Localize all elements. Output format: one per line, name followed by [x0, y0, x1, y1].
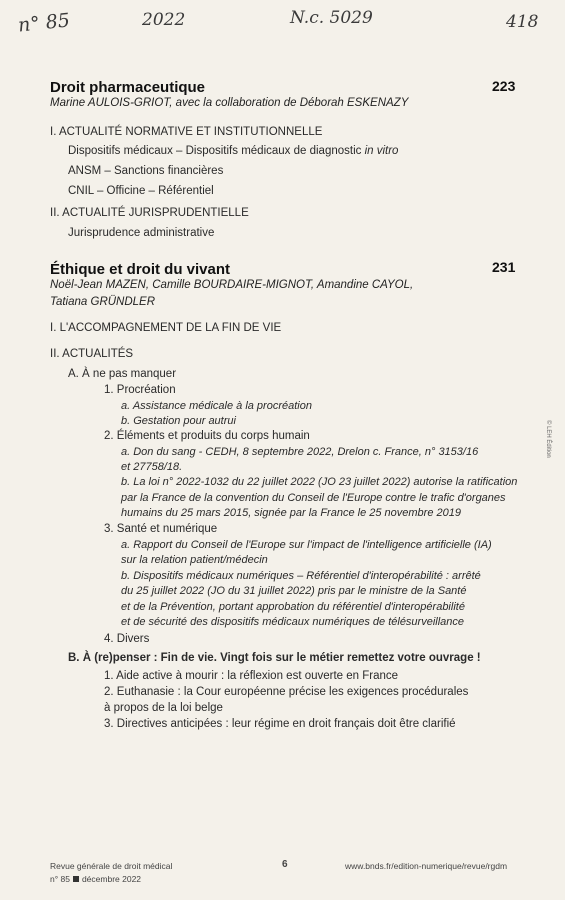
- copyright-side-text: © LEH Édition: [545, 420, 551, 458]
- toc-item: 2. Éléments et produits du corps humain: [104, 430, 310, 442]
- toc-item: 1. Aide active à mourir : la réflexion est ouverte en France: [104, 670, 399, 682]
- handwritten-year: 2022: [142, 10, 186, 30]
- toc-subitem: et de sécurité des dispositifs médicaux numériques de télésurveillance: [121, 616, 465, 628]
- square-bullet-icon: [73, 876, 79, 882]
- subheading-b: B. À (re)penser : Fin de vie. Vingt fois sur le métier remettez votre ouvrage !: [68, 652, 481, 664]
- toc-subitem: et de la Prévention, portant approbation du référentiel d'interopérabilité: [121, 601, 465, 613]
- toc-subitem: et 27758/18.: [121, 461, 183, 473]
- footer-page-number: 6: [282, 859, 288, 870]
- heading-part-2: II. ACTUALITÉS: [50, 348, 134, 360]
- toc-subitem: du 25 juillet 2022 (JO du 31 juillet 2022) pris par le ministre de la Santé: [121, 585, 467, 597]
- toc-subitem: sur la relation patient/médecin: [121, 554, 268, 566]
- toc-subitem: a. Don du sang - CEDH, 8 septembre 2022, Drelon c. France, n° 3153/16: [121, 446, 479, 458]
- toc-subitem: a. Rapport du Conseil de l'Europe sur l'impact de l'intelligence artificielle (IA): [121, 539, 492, 551]
- footer-journal: Revue générale de droit médical: [50, 861, 173, 871]
- toc-subitem: b. Gestation pour autrui: [121, 415, 236, 427]
- toc-item: CNIL – Officine – Référentiel: [68, 185, 214, 197]
- section-title-pharma: Droit pharmaceutique: [50, 79, 206, 96]
- toc-item: 2. Euthanasie : la Cour européenne précise les exigences procédurales: [104, 686, 469, 698]
- toc-subitem: b. La loi n° 2022-1032 du 22 juillet 2022 (JO 23 juillet 2022) autorise la ratification: [121, 476, 518, 488]
- toc-subitem: b. Dispositifs médicaux numériques – Référentiel d'interopérabilité : arrêté: [121, 570, 481, 582]
- toc-item: 3. Santé et numérique: [104, 523, 218, 535]
- footer-issue: n° 85 décembre 2022: [50, 874, 142, 884]
- toc-item: Dispositifs médicaux – Dispositifs médicaux de diagnostic in vitro: [68, 145, 399, 157]
- heading-part-2: II. ACTUALITÉ JURISPRUDENTIELLE: [50, 207, 249, 219]
- toc-item: 4. Divers: [104, 633, 150, 645]
- toc-subitem: a. Assistance médicale à la procréation: [121, 400, 312, 412]
- toc-item: 1. Procréation: [104, 384, 176, 396]
- section-title-ethique: Éthique et droit du vivant: [50, 261, 231, 278]
- footer-url[interactable]: www.bnds.fr/edition-numerique/revue/rgdm: [345, 861, 508, 871]
- toc-item: ANSM – Sanctions financières: [68, 165, 224, 177]
- section-page-ethique: 231: [492, 259, 516, 275]
- toc-item: à propos de la loi belge: [104, 702, 223, 714]
- toc-item: Jurisprudence administrative: [68, 227, 215, 239]
- toc-item: 3. Directives anticipées : leur régime en droit français doit être clarifié: [104, 718, 456, 730]
- subheading-a: A. À ne pas manquer: [68, 368, 177, 380]
- heading-part-1: I. L'ACCOMPAGNEMENT DE LA FIN DE VIE: [50, 322, 282, 334]
- toc-subitem: humains du 25 mars 2015, signée par la France le 25 novembre 2019: [121, 507, 461, 519]
- toc-subitem: par la France de la convention du Conseil de l'Europe contre le trafic d'organes: [121, 492, 506, 504]
- section-authors-pharma: Marine AULOIS-GRIOT, avec la collaboration de Déborah ESKENAZY: [50, 97, 409, 109]
- handwritten-code: 418: [506, 12, 539, 32]
- handwritten-issue-number: n° 85: [16, 9, 71, 37]
- section-authors-line2: Tatiana GRÜNDLER: [50, 296, 156, 308]
- section-page-pharma: 223: [492, 78, 516, 94]
- heading-part-1: I. ACTUALITÉ NORMATIVE ET INSTITUTIONNELLE: [50, 126, 323, 138]
- handwritten-reference: N.c. 5029: [290, 8, 373, 28]
- section-authors-line1: Noël-Jean MAZEN, Camille BOURDAIRE-MIGNOT, Amandine CAYOL,: [50, 279, 414, 291]
